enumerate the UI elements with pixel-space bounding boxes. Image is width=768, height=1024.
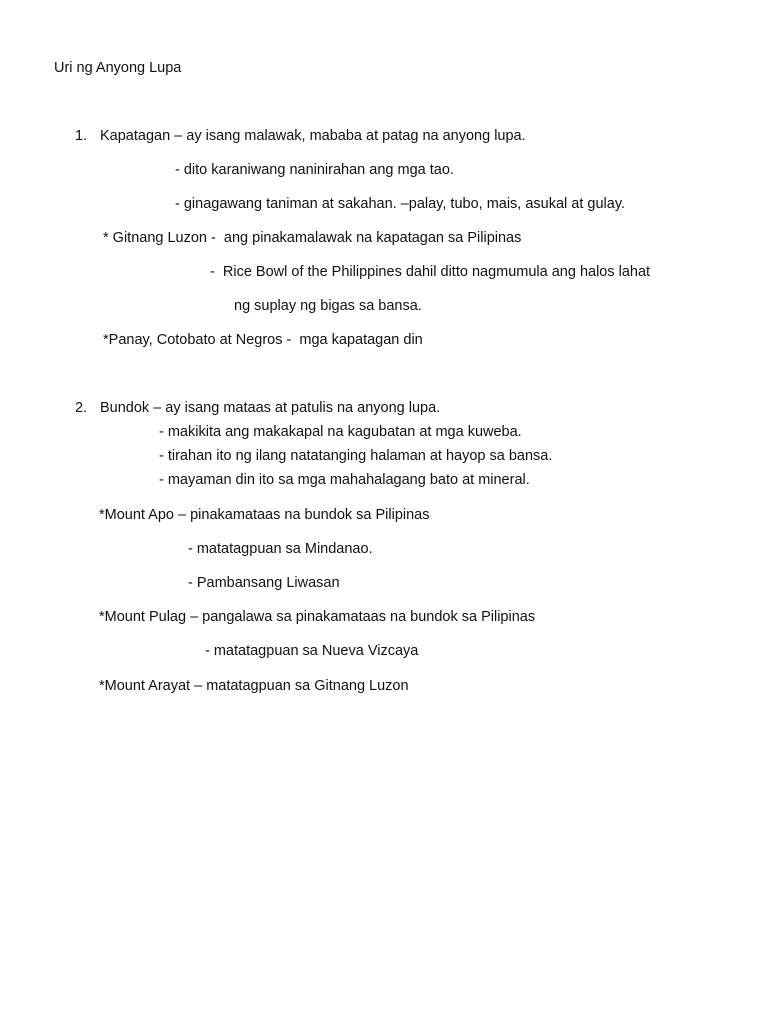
section-2-line: *Mount Apo – pinakamataas na bundok sa Pilipinas (99, 507, 430, 523)
section-2-line: - matatagpuan sa Nueva Vizcaya (205, 643, 419, 659)
section-1-number: 1. (75, 128, 88, 144)
section-2-line: - matatagpuan sa Mindanao. (188, 541, 373, 557)
section-1-line: - dito karaniwang naninirahan ang mga tao. (175, 162, 454, 178)
section-2-line: *Mount Pulag – pangalawa sa pinakamataas na bundok sa Pilipinas (99, 609, 536, 625)
section-2-line: - mayaman din ito sa mga mahahalagang bato at mineral. (159, 472, 530, 488)
section-2-heading: Bundok – ay isang mataas at patulis na anyong lupa. (100, 400, 441, 416)
section-1-line: * Gitnang Luzon - ang pinakamalawak na kapatagan sa Pilipinas (103, 230, 522, 246)
document-title: Uri ng Anyong Lupa (54, 60, 182, 76)
section-2-line: - tirahan ito ng ilang natatanging halaman at hayop sa bansa. (159, 448, 553, 464)
section-1-line: - ginagawang taniman at sakahan. –palay, tubo, mais, asukal at gulay. (175, 196, 626, 212)
section-2-line: - makikita ang makakapal na kagubatan at mga kuweba. (159, 424, 522, 440)
section-1-line: - Rice Bowl of the Philippines dahil ditto nagmumula ang halos lahat (210, 264, 651, 280)
section-1-heading: Kapatagan – ay isang malawak, mababa at patag na anyong lupa. (100, 128, 526, 144)
section-1-line: *Panay, Cotobato at Negros - mga kapatagan din (103, 332, 423, 348)
section-2-number: 2. (75, 400, 88, 416)
section-1-line: ng suplay ng bigas sa bansa. (234, 298, 422, 314)
section-2-line: *Mount Arayat – matatagpuan sa Gitnang Luzon (99, 678, 409, 694)
section-2-line: - Pambansang Liwasan (188, 575, 340, 591)
